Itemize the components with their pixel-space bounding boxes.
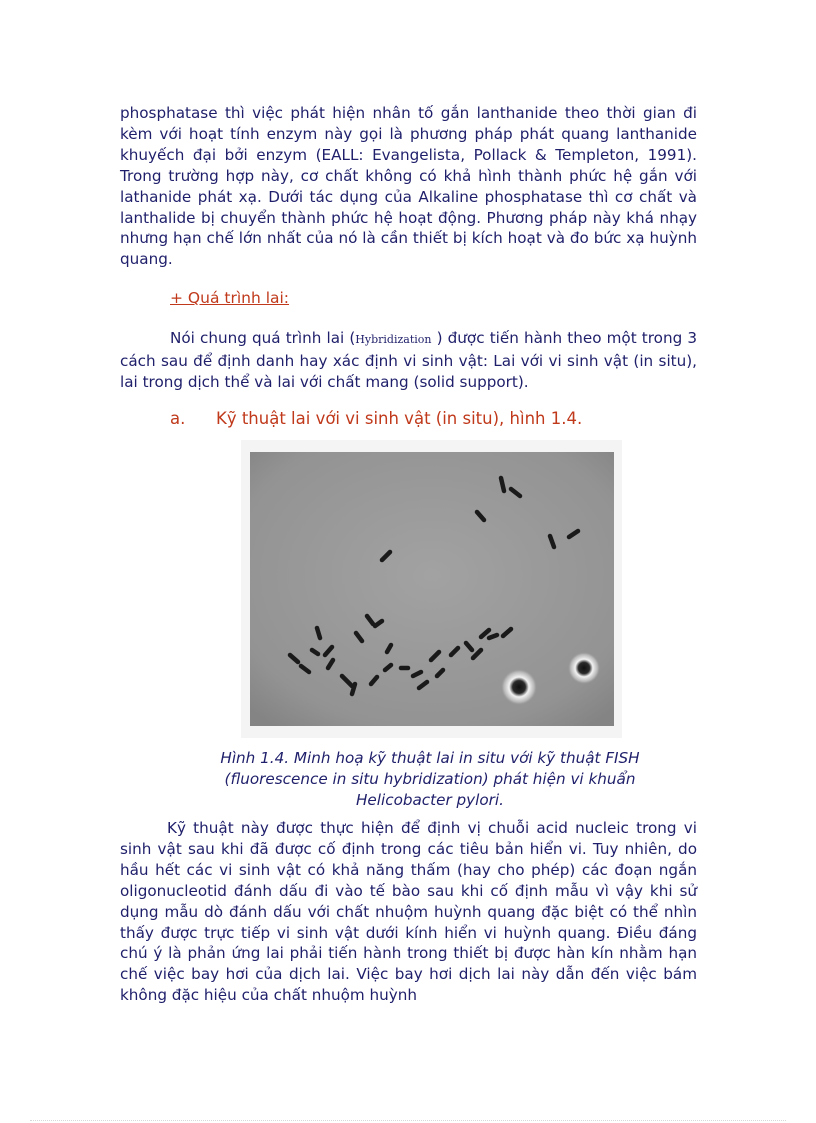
heading-in-situ xyxy=(170,409,582,428)
paragraph-hybridization xyxy=(120,328,697,393)
paragraph-in-situ-technique: Kỹ thuật này được thực hiện để định vị chuỗi acid nucleic trong vi sinh vật sau khi đã được cố định trong các tiêu bản hiển vi. Tuy nhiên, do hầu hết các vi sinh vật có khả năng thấm (hay cho phép) các đoạn ngắn oligonucleotid đánh dấu đi vào tế bào sau khi cố định mẫu vì vậy khi sử dụng mẫu dò đánh dấu với chất nhuộm huỳnh quang đặc biệt có thể nhìn thấy được trực tiếp vi sinh vật dưới kính hiển vi huỳnh quang. Điều đáng chú ý là phản ứng lai phải tiến hành trong thiết bị được hàn kín nhằm hạn chế việc bay hơi của dịch lai. Việc bay hơi dịch lai này dẫn đến việc bám không đặc hiệu của chất nhuộm huỳnh xyxy=(120,819,697,1005)
micrograph-image xyxy=(241,440,622,738)
page-bottom-rule xyxy=(30,1120,786,1121)
caption-line-1: Hình 1.4. Minh hoạ kỹ thuật lai in situ với kỹ thuật FISH xyxy=(220,749,640,767)
hybridization-term: Hybridization xyxy=(355,333,432,346)
figure-caption xyxy=(190,748,670,811)
micrograph-figure xyxy=(241,440,622,738)
paragraph-intro: phosphatase thì việc phát hiện nhân tố gắn lanthanide theo thời gian đi kèm với hoạt tính enzym này gọi là phương pháp phát quang lanthanide khuyếch đại bởi enzym (EALL: Evangelista, Pollack & Templeton, 1991). Trong trường hợp này, cơ chất không có khả hình thành phức hệ gắn với lathanide phát xạ. Dưới tác dụng của Alkaline phosphatase thì cơ chất và lanthalide bị chuyển thành phức hệ hoạt động. Phương pháp này khá nhạy nhưng hạn chế lớn nhất của nó là cần thiết bị kích hoạt và đo bức xạ huỳnh quang. xyxy=(120,104,697,269)
fluorescent-spot xyxy=(501,669,537,705)
caption-line-3: Helicobacter pylori. xyxy=(356,791,504,809)
fluorescent-spot xyxy=(568,652,600,684)
paragraph-hybridization-after: ) được tiến hành theo một trong 3 cách sau để định danh hay xác định vi sinh vật: Lai với vi sinh vật (in situ), lai trong dịch thể và lai với chất mang (solid support). xyxy=(120,329,697,391)
heading-in-situ-letter: a. xyxy=(170,409,186,428)
heading-hybridization: + Quá trình lai: xyxy=(170,289,290,307)
micrograph-field xyxy=(250,452,614,726)
heading-in-situ-text: Kỹ thuật lai với vi sinh vật (in situ), hình 1.4. xyxy=(216,409,583,428)
caption-line-2: (fluorescence in situ hybridization) phát hiện vi khuẩn xyxy=(224,770,636,788)
paragraph-hybridization-before: Nói chung quá trình lai ( xyxy=(170,329,356,347)
